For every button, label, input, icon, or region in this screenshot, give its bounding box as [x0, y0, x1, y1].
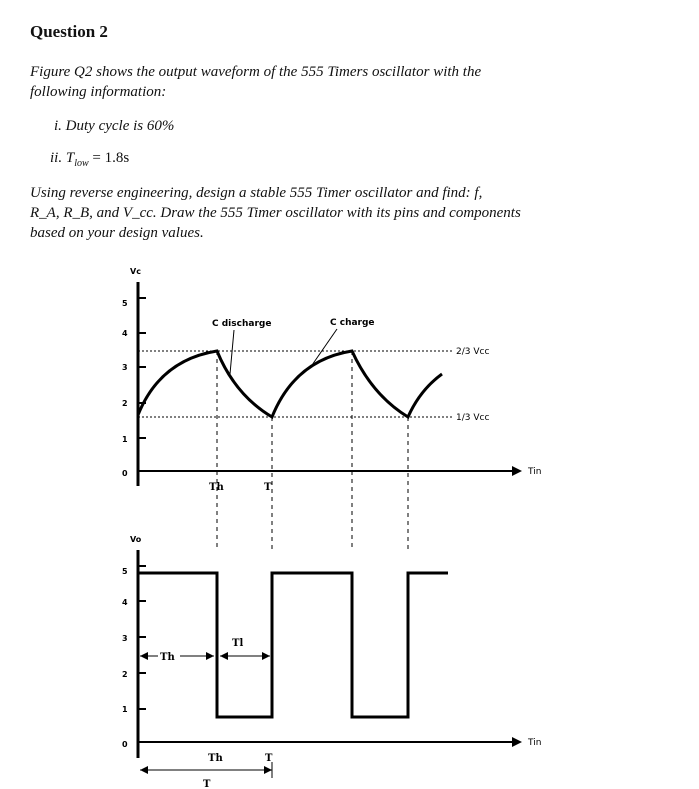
y-ticks: [122, 298, 146, 478]
x-axis-arrow: [512, 466, 522, 476]
output-square-wave: [138, 573, 448, 717]
intro-paragraph: [30, 62, 630, 102]
arrow-tl-head-left: [220, 652, 228, 660]
task-paragraph: [30, 183, 630, 243]
level-one-third-label: 1/3 Vcc: [456, 413, 490, 423]
x-axis-label-tin: Tin: [528, 738, 542, 748]
arrow-tl-label: Tl: [232, 638, 244, 649]
period-arrow-head-left: [140, 766, 148, 774]
list-item-duty-cycle: [54, 118, 174, 135]
tick-label: 5: [122, 567, 128, 576]
list-text: T: [65, 150, 75, 166]
tick-label: 4: [122, 598, 128, 607]
intro-line-1: Figure Q2 shows the output waveform of the 555 Timers oscillator with the: [30, 64, 482, 80]
list-subscript: low: [74, 158, 89, 169]
period-label: T: [203, 779, 211, 789]
capacitor-waveform: [138, 351, 442, 417]
tick-label: 1: [122, 705, 128, 714]
annotation-pointer-discharge: [230, 330, 234, 374]
level-two-thirds-label: 2/3 Vcc: [456, 347, 490, 357]
y-ticks: [122, 566, 146, 749]
list-marker: i.: [54, 118, 62, 134]
task-line-1: Using reverse engineering, design a stable 555 Timer oscillator and find: f,: [30, 185, 483, 201]
annotation-c-charge: C charge: [330, 318, 375, 328]
tick-label: 5: [122, 299, 128, 308]
annotation-c-discharge: C discharge: [212, 319, 272, 329]
output-voltage-graph: [122, 535, 541, 789]
tick-label: 2: [122, 399, 128, 408]
tick-label: 0: [122, 469, 128, 478]
mark-th-bottom: Th: [208, 753, 223, 764]
capacitor-voltage-graph: [122, 267, 541, 550]
arrow-th-head-right: [206, 652, 214, 660]
list-item-t-low: [50, 150, 129, 169]
annotation-pointer-charge: [310, 329, 337, 368]
tick-label: 0: [122, 740, 128, 749]
list-text: Duty cycle is 60%: [65, 118, 175, 134]
tick-label: 3: [122, 363, 128, 372]
intro-line-2: following information:: [30, 84, 167, 100]
tick-label: 3: [122, 634, 128, 643]
arrow-th-head-left: [140, 652, 148, 660]
y-axis-label-vc: Vc: [130, 267, 141, 276]
x-axis-arrow: [512, 737, 522, 747]
period-arrow-head-right: [264, 766, 272, 774]
x-axis-label-tin: Tin: [528, 467, 542, 477]
list-rest: = 1.8s: [88, 150, 130, 166]
arrow-th-label: Th: [160, 652, 175, 663]
mark-t-bottom: T: [265, 753, 273, 764]
list-marker: ii.: [50, 150, 63, 166]
arrow-tl-head-right: [262, 652, 270, 660]
tick-label: 4: [122, 329, 128, 338]
tick-label: 1: [122, 435, 128, 444]
mark-t-top: T: [264, 482, 272, 493]
figure-q2-waveforms: [0, 250, 699, 789]
task-line-2: R_A, R_B, and V_cc. Draw the 555 Timer oscillator with its pins and components: [30, 205, 521, 221]
task-line-3: based on your design values.: [30, 225, 204, 241]
question-title: Question 2: [30, 22, 108, 41]
tick-label: 2: [122, 670, 128, 679]
mark-th-top: Th: [209, 482, 224, 493]
y-axis-label-vo: Vo: [130, 535, 142, 544]
